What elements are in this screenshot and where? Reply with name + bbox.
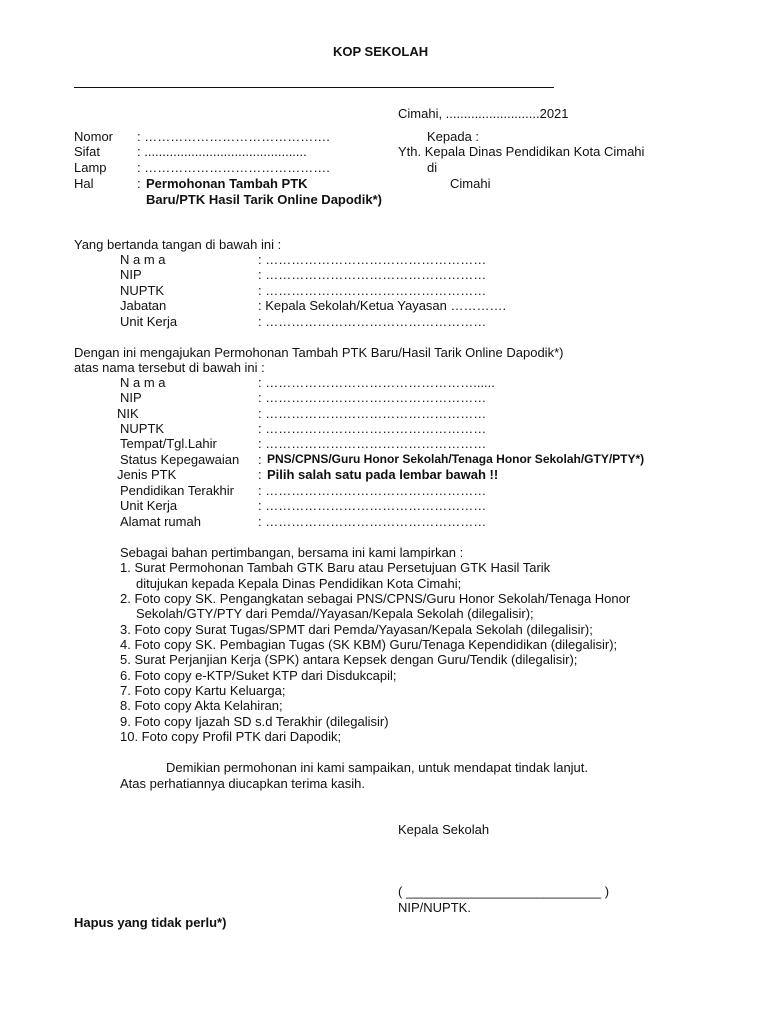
attachment-item: 6. Foto copy e-KTP/Suket KTP dari Disdukcapil; bbox=[120, 668, 397, 683]
person-colon-jenis-ptk: : bbox=[258, 467, 262, 482]
person-value-tempat-tgl-lahir: : …………………………………………… bbox=[258, 436, 487, 451]
attachment-item: 10. Foto copy Profil PTK dari Dapodik; bbox=[120, 729, 342, 744]
person-value-alamat-rumah: : …………………………………………… bbox=[258, 514, 487, 529]
attachment-item: 4. Foto copy SK. Pembagian Tugas (SK KBM) Guru/Tenaga Kependidikan (dilegalisir); bbox=[120, 637, 618, 652]
person-label-status-kepegawaian: Status Kepegawaian bbox=[120, 452, 240, 467]
signer-label-nama: N a m a bbox=[120, 252, 166, 267]
attachment-item: 3. Foto copy Surat Tugas/SPMT dari Pemda/Yayasan/Kepala Sekolah (dilegalisir); bbox=[120, 622, 593, 637]
request-line-2: atas nama tersebut di bawah ini : bbox=[74, 360, 265, 375]
signer-label-nuptk: NUPTK bbox=[120, 283, 165, 298]
meta-label-hal: Hal bbox=[74, 176, 94, 191]
recipient-yth: Yth. Kepala Dinas Pendidikan Kota Cimahi bbox=[398, 144, 645, 159]
person-value-jenis-ptk: Pilih salah satu pada lembar bawah !! bbox=[267, 467, 499, 482]
signer-value-nip: : …………………………………………… bbox=[258, 267, 487, 282]
person-value-nama: : …………………………………………...... bbox=[258, 375, 495, 390]
attachment-item: Sekolah/GTY/PTY dari Pemda//Yayasan/Kepala Sekolah (dilegalisir); bbox=[136, 606, 534, 621]
attachment-item: 1. Surat Permohonan Tambah GTK Baru atau Persetujuan GTK Hasil Tarik bbox=[120, 560, 551, 575]
meta-value-lamp: : ……………………………………. bbox=[137, 160, 330, 175]
person-label-nik: NIK bbox=[117, 406, 139, 421]
signer-intro: Yang bertanda tangan di bawah ini : bbox=[74, 237, 282, 252]
person-label-unit-kerja: Unit Kerja bbox=[120, 498, 178, 513]
attachment-item: 5. Surat Perjanjian Kerja (SPK) antara Kepsek dengan Guru/Tendik (dilegalisir); bbox=[120, 652, 578, 667]
person-value-nuptk: : …………………………………………… bbox=[258, 421, 487, 436]
attachment-item: ditujukan kepada Kepala Dinas Pendidikan Kota Cimahi; bbox=[136, 576, 462, 591]
recipient-city: Cimahi bbox=[450, 176, 491, 191]
person-label-nip: NIP bbox=[120, 390, 142, 405]
person-value-nip: : …………………………………………… bbox=[258, 390, 487, 405]
hal-line-2: Baru/PTK Hasil Tarik Online Dapodik*) bbox=[146, 192, 382, 207]
signer-label-jabatan: Jabatan bbox=[120, 298, 167, 313]
signature-id-label: NIP/NUPTK. bbox=[398, 900, 471, 915]
signer-label-unit-kerja: Unit Kerja bbox=[120, 314, 178, 329]
person-label-jenis-ptk: Jenis PTK bbox=[117, 467, 177, 482]
signer-value-nama: : …………………………………………… bbox=[258, 252, 487, 267]
person-label-pendidikan-terakhir: Pendidikan Terakhir bbox=[120, 483, 234, 498]
signer-label-nip: NIP bbox=[120, 267, 142, 282]
attachment-item: 8. Foto copy Akta Kelahiran; bbox=[120, 698, 283, 713]
footnote: Hapus yang tidak perlu*) bbox=[74, 915, 227, 930]
meta-label-sifat: Sifat bbox=[74, 144, 101, 159]
meta-label-lamp: Lamp bbox=[74, 160, 107, 175]
header-divider bbox=[74, 87, 554, 88]
person-value-status-kepegawaian: PNS/CPNS/Guru Honor Sekolah/Tenaga Honor Sekolah/GTY/PTY*) bbox=[267, 452, 645, 466]
attachment-item: 2. Foto copy SK. Pengangkatan sebagai PNS/CPNS/Guru Honor Sekolah/Tenaga Honor bbox=[120, 591, 631, 606]
person-label-nuptk: NUPTK bbox=[120, 421, 165, 436]
kop-title: KOP SEKOLAH bbox=[333, 44, 429, 59]
closing-line-1: Demikian permohonan ini kami sampaikan, untuk mendapat tindak lanjut. bbox=[166, 760, 589, 775]
signer-value-unit-kerja: : …………………………………………… bbox=[258, 314, 487, 329]
request-line-1: Dengan ini mengajukan Permohonan Tambah PTK Baru/Hasil Tarik Online Dapodik*) bbox=[74, 345, 564, 360]
person-label-tempat-tgl-lahir: Tempat/Tgl.Lahir bbox=[120, 436, 217, 451]
person-value-unit-kerja: : …………………………………………… bbox=[258, 498, 487, 513]
meta-value-sifat: : ............................................. bbox=[137, 144, 307, 159]
person-value-nik: : …………………………………………… bbox=[258, 406, 487, 421]
attach-intro: Sebagai bahan pertimbangan, bersama ini kami lampirkan : bbox=[120, 545, 464, 560]
meta-label-nomor: Nomor bbox=[74, 129, 114, 144]
signer-value-nuptk: : …………………………………………… bbox=[258, 283, 487, 298]
closing-line-2: Atas perhatiannya diucapkan terima kasih. bbox=[120, 776, 365, 791]
person-label-nama: N a m a bbox=[120, 375, 166, 390]
signer-value-jabatan: : Kepala Sekolah/Ketua Yayasan …………. bbox=[258, 298, 507, 313]
recipient-kepada: Kepada : bbox=[427, 129, 480, 144]
attachment-item: 9. Foto copy Ijazah SD s.d Terakhir (dilegalisir) bbox=[120, 714, 389, 729]
signature-name-line: ( ___________________________ ) bbox=[398, 884, 610, 899]
person-label-alamat-rumah: Alamat rumah bbox=[120, 514, 201, 529]
meta-value-hal: : bbox=[137, 176, 141, 191]
signature-title: Kepala Sekolah bbox=[398, 822, 490, 837]
hal-line-1: Permohonan Tambah PTK bbox=[146, 176, 308, 191]
attachment-item: 7. Foto copy Kartu Keluarga; bbox=[120, 683, 286, 698]
person-colon-status: : bbox=[258, 452, 262, 467]
meta-value-nomor: : ……………………………………. bbox=[137, 129, 330, 144]
recipient-di: di bbox=[427, 160, 438, 175]
place-date: Cimahi, ..........................2021 bbox=[398, 106, 569, 121]
person-value-pendidikan-terakhir: : …………………………………………… bbox=[258, 483, 487, 498]
